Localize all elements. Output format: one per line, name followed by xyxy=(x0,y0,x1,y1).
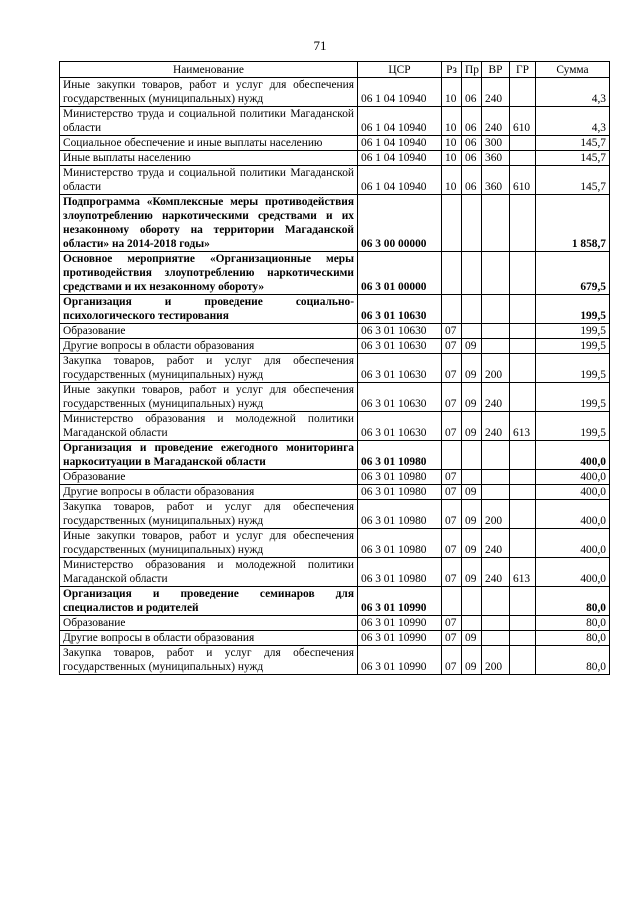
row-name: Образование xyxy=(60,470,358,485)
row-csr: 06 1 04 10940 xyxy=(358,151,442,166)
row-rz: 10 xyxy=(442,166,462,195)
row-vr: 300 xyxy=(482,136,510,151)
table-row xyxy=(60,295,610,324)
row-gr: 610 xyxy=(510,166,536,195)
row-csr: 06 3 01 10990 xyxy=(358,616,442,631)
row-rz: 07 xyxy=(442,339,462,354)
header-csr: ЦСР xyxy=(358,62,442,78)
row-rz xyxy=(442,587,462,616)
row-pr: 09 xyxy=(462,412,482,441)
row-pr: 09 xyxy=(462,529,482,558)
row-gr xyxy=(510,195,536,252)
row-csr: 06 1 04 10940 xyxy=(358,136,442,151)
row-gr xyxy=(510,78,536,107)
row-rz: 07 xyxy=(442,324,462,339)
row-csr: 06 1 04 10940 xyxy=(358,107,442,136)
row-csr: 06 3 01 10980 xyxy=(358,441,442,470)
header-rz: Рз xyxy=(442,62,462,78)
row-csr: 06 3 01 10630 xyxy=(358,324,442,339)
row-name: Социальное обеспечение и иные выплаты населению xyxy=(60,136,358,151)
row-vr xyxy=(482,295,510,324)
table-row xyxy=(60,107,610,136)
row-vr: 240 xyxy=(482,107,510,136)
row-name: Министерство образования и молодежной политики Магаданской области xyxy=(60,412,358,441)
row-sum: 400,0 xyxy=(536,470,610,485)
row-pr xyxy=(462,252,482,295)
row-pr: 09 xyxy=(462,485,482,500)
row-rz: 07 xyxy=(442,470,462,485)
row-pr: 09 xyxy=(462,339,482,354)
row-rz xyxy=(442,441,462,470)
row-vr: 200 xyxy=(482,500,510,529)
row-sum: 199,5 xyxy=(536,383,610,412)
row-pr: 09 xyxy=(462,646,482,675)
table-row xyxy=(60,529,610,558)
table-row xyxy=(60,166,610,195)
row-sum: 199,5 xyxy=(536,295,610,324)
table-row xyxy=(60,324,610,339)
row-rz xyxy=(442,252,462,295)
row-pr: 06 xyxy=(462,151,482,166)
row-vr: 240 xyxy=(482,383,510,412)
table-row xyxy=(60,151,610,166)
row-sum: 400,0 xyxy=(536,441,610,470)
row-rz: 07 xyxy=(442,500,462,529)
row-csr: 06 3 01 00000 xyxy=(358,252,442,295)
row-pr: 09 xyxy=(462,383,482,412)
row-gr: 613 xyxy=(510,558,536,587)
row-pr: 06 xyxy=(462,78,482,107)
row-name: Организация и проведение ежегодного мониторинга наркоситуации в Магаданской области xyxy=(60,441,358,470)
row-gr xyxy=(510,295,536,324)
row-rz xyxy=(442,195,462,252)
row-sum: 199,5 xyxy=(536,324,610,339)
header-pr: Пр xyxy=(462,62,482,78)
row-csr: 06 3 01 10980 xyxy=(358,470,442,485)
row-vr xyxy=(482,470,510,485)
row-gr xyxy=(510,646,536,675)
row-gr xyxy=(510,354,536,383)
row-gr xyxy=(510,529,536,558)
row-sum: 199,5 xyxy=(536,339,610,354)
row-gr xyxy=(510,339,536,354)
table-row xyxy=(60,383,610,412)
table-row xyxy=(60,339,610,354)
row-gr xyxy=(510,151,536,166)
row-name: Иные закупки товаров, работ и услуг для обеспечения государственных (муниципальных) нужд xyxy=(60,529,358,558)
row-sum: 145,7 xyxy=(536,151,610,166)
table-row xyxy=(60,412,610,441)
row-vr xyxy=(482,195,510,252)
row-name: Закупка товаров, работ и услуг для обеспечения государственных (муниципальных) нужд xyxy=(60,500,358,529)
row-pr xyxy=(462,195,482,252)
budget-table xyxy=(59,61,610,675)
table-row xyxy=(60,646,610,675)
row-vr: 240 xyxy=(482,78,510,107)
row-vr xyxy=(482,324,510,339)
row-vr: 200 xyxy=(482,646,510,675)
row-gr xyxy=(510,485,536,500)
row-gr xyxy=(510,616,536,631)
row-sum: 199,5 xyxy=(536,354,610,383)
row-rz: 10 xyxy=(442,107,462,136)
row-gr xyxy=(510,383,536,412)
row-rz: 07 xyxy=(442,485,462,500)
row-csr: 06 3 01 10630 xyxy=(358,354,442,383)
table-row xyxy=(60,195,610,252)
row-vr xyxy=(482,252,510,295)
row-sum: 679,5 xyxy=(536,252,610,295)
row-vr: 360 xyxy=(482,151,510,166)
row-name: Иные закупки товаров, работ и услуг для обеспечения государственных (муниципальных) нужд xyxy=(60,78,358,107)
row-pr xyxy=(462,441,482,470)
row-csr: 06 3 01 10980 xyxy=(358,485,442,500)
row-rz xyxy=(442,295,462,324)
row-name: Образование xyxy=(60,616,358,631)
row-csr: 06 3 00 00000 xyxy=(358,195,442,252)
row-sum: 400,0 xyxy=(536,558,610,587)
table-row xyxy=(60,616,610,631)
row-vr xyxy=(482,616,510,631)
row-vr xyxy=(482,339,510,354)
row-sum: 80,0 xyxy=(536,646,610,675)
row-csr: 06 3 01 10630 xyxy=(358,383,442,412)
row-rz: 07 xyxy=(442,383,462,412)
row-vr xyxy=(482,485,510,500)
row-rz: 07 xyxy=(442,646,462,675)
row-name: Другие вопросы в области образования xyxy=(60,485,358,500)
table-row xyxy=(60,136,610,151)
row-csr: 06 3 01 10980 xyxy=(358,558,442,587)
row-sum: 80,0 xyxy=(536,631,610,646)
row-rz: 10 xyxy=(442,151,462,166)
row-pr: 09 xyxy=(462,558,482,587)
row-pr: 06 xyxy=(462,136,482,151)
row-sum: 1 858,7 xyxy=(536,195,610,252)
row-pr: 06 xyxy=(462,166,482,195)
table-row xyxy=(60,587,610,616)
row-rz: 10 xyxy=(442,78,462,107)
row-csr: 06 3 01 10630 xyxy=(358,412,442,441)
row-csr: 06 3 01 10990 xyxy=(358,587,442,616)
header-vr: ВР xyxy=(482,62,510,78)
row-rz: 07 xyxy=(442,354,462,383)
row-name: Другие вопросы в области образования xyxy=(60,339,358,354)
row-csr: 06 3 01 10980 xyxy=(358,529,442,558)
row-gr xyxy=(510,631,536,646)
row-csr: 06 3 01 10990 xyxy=(358,646,442,675)
row-pr xyxy=(462,587,482,616)
row-rz: 07 xyxy=(442,616,462,631)
row-vr: 360 xyxy=(482,166,510,195)
table-row xyxy=(60,470,610,485)
row-sum: 4,3 xyxy=(536,78,610,107)
row-gr: 613 xyxy=(510,412,536,441)
page-number: 71 xyxy=(313,38,327,53)
row-gr xyxy=(510,470,536,485)
row-csr: 06 1 04 10940 xyxy=(358,166,442,195)
row-rz: 07 xyxy=(442,631,462,646)
row-name: Иные выплаты населению xyxy=(60,151,358,166)
row-sum: 145,7 xyxy=(536,136,610,151)
row-pr xyxy=(462,470,482,485)
table-row xyxy=(60,441,610,470)
row-gr xyxy=(510,587,536,616)
row-sum: 4,3 xyxy=(536,107,610,136)
row-name: Другие вопросы в области образования xyxy=(60,631,358,646)
row-gr xyxy=(510,136,536,151)
row-csr: 06 3 01 10980 xyxy=(358,500,442,529)
header-gr: ГР xyxy=(510,62,536,78)
row-rz: 10 xyxy=(442,136,462,151)
row-sum: 400,0 xyxy=(536,529,610,558)
table-row xyxy=(60,354,610,383)
row-gr xyxy=(510,441,536,470)
row-pr: 09 xyxy=(462,631,482,646)
row-gr: 610 xyxy=(510,107,536,136)
row-pr xyxy=(462,324,482,339)
row-csr: 06 1 04 10940 xyxy=(358,78,442,107)
row-name: Организация и проведение социально-психологического тестирования xyxy=(60,295,358,324)
row-name: Закупка товаров, работ и услуг для обеспечения государственных (муниципальных) нужд xyxy=(60,646,358,675)
row-gr xyxy=(510,252,536,295)
header-sum: Сумма xyxy=(536,62,610,78)
table-row xyxy=(60,631,610,646)
row-vr: 240 xyxy=(482,412,510,441)
row-name: Закупка товаров, работ и услуг для обеспечения государственных (муниципальных) нужд xyxy=(60,354,358,383)
table-row xyxy=(60,78,610,107)
row-name: Основное мероприятие «Организационные меры противодействия злоупотреблению наркотическими средствами и их незаконному обороту» xyxy=(60,252,358,295)
row-pr: 06 xyxy=(462,107,482,136)
row-sum: 400,0 xyxy=(536,485,610,500)
row-pr xyxy=(462,616,482,631)
row-pr xyxy=(462,295,482,324)
table-row xyxy=(60,485,610,500)
row-csr: 06 3 01 10990 xyxy=(358,631,442,646)
row-vr xyxy=(482,587,510,616)
row-vr: 200 xyxy=(482,354,510,383)
table-header xyxy=(60,62,610,78)
row-sum: 80,0 xyxy=(536,616,610,631)
row-pr: 09 xyxy=(462,354,482,383)
row-sum: 145,7 xyxy=(536,166,610,195)
row-rz: 07 xyxy=(442,412,462,441)
table-row xyxy=(60,500,610,529)
row-name: Образование xyxy=(60,324,358,339)
row-rz: 07 xyxy=(442,529,462,558)
row-name: Министерство труда и социальной политики Магаданской области xyxy=(60,166,358,195)
row-sum: 400,0 xyxy=(536,500,610,529)
row-csr: 06 3 01 10630 xyxy=(358,339,442,354)
table-row xyxy=(60,558,610,587)
table-row xyxy=(60,252,610,295)
row-sum: 80,0 xyxy=(536,587,610,616)
row-vr xyxy=(482,441,510,470)
row-vr xyxy=(482,631,510,646)
row-csr: 06 3 01 10630 xyxy=(358,295,442,324)
row-name: Организация и проведение семинаров для специалистов и родителей xyxy=(60,587,358,616)
row-vr: 240 xyxy=(482,529,510,558)
row-name: Министерство образования и молодежной политики Магаданской области xyxy=(60,558,358,587)
header-name: Наименование xyxy=(60,62,358,78)
row-name: Подпрограмма «Комплексные меры противодействия злоупотреблению наркотическими средствами и их незаконному обороту на территории Магаданской области» на 2014-2018 годы» xyxy=(60,195,358,252)
row-name: Министерство труда и социальной политики Магаданской области xyxy=(60,107,358,136)
row-pr: 09 xyxy=(462,500,482,529)
row-gr xyxy=(510,324,536,339)
row-vr: 240 xyxy=(482,558,510,587)
row-gr xyxy=(510,500,536,529)
row-sum: 199,5 xyxy=(536,412,610,441)
row-rz: 07 xyxy=(442,558,462,587)
row-name: Иные закупки товаров, работ и услуг для обеспечения государственных (муниципальных) нужд xyxy=(60,383,358,412)
